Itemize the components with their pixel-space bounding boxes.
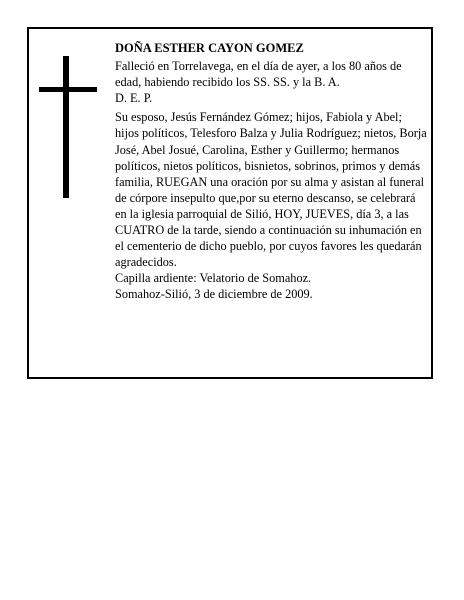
death-announcement: Falleció en Torrelavega, en el día de ayer, a los 80 años de edad, habiendo recibido los SS. SS. y la B. A. — [115, 59, 402, 90]
place-and-date: Somahoz-Silió, 3 de diciembre de 2009. — [115, 287, 313, 302]
cross-vertical-bar — [63, 56, 69, 198]
cross-horizontal-bar — [39, 87, 97, 92]
obituary-notice — [27, 27, 433, 379]
rest-in-peace: D. E. P. — [115, 91, 153, 106]
cross-icon — [39, 56, 97, 198]
chapel-info: Capilla ardiente: Velatorio de Somahoz. — [115, 271, 312, 286]
deceased-name: DOÑA ESTHER CAYON GOMEZ — [115, 41, 304, 55]
family-request: Su esposo, Jesús Fernández Gómez; hijos, Fabiola y Abel; hijos políticos, Telesforo Balza y Julia Rodríguez; nietos, Borja José, Abel Josué, Carolina, Esther y Guillermo; hermanos políticos, nietos políticos, bisnietos, sobrinos, primos y demás familia, RUEGAN una oración por su alma y asistan al funeral de córpore insepulto que,por su eterno descanso, se celebrará en la iglesia parroquial de Silió, HOY, JUEVES, día 3, a las CUATRO de la tarde, siendo a continuación su inhumación en el cementerio de dicho pueblo, por cuyos favores les quedarán agradecidos. — [115, 110, 427, 270]
notice-text — [115, 40, 427, 303]
